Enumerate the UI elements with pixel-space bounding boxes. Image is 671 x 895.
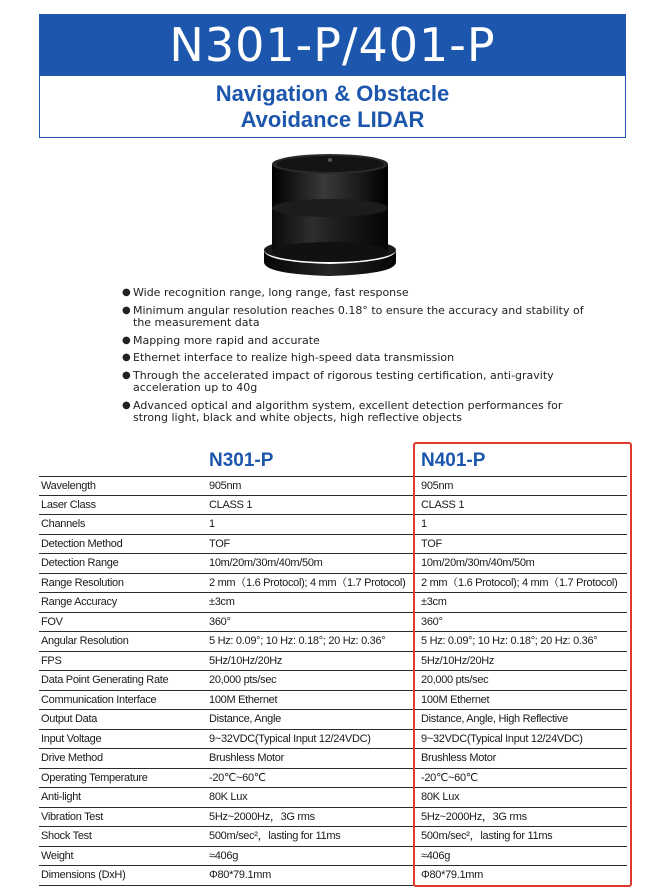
- spec-row: [39, 593, 627, 613]
- spec-label: Detection Range: [41, 557, 119, 569]
- spec-row: [39, 574, 627, 594]
- spec-value-n401: 5Hz~2000Hz，3G rms: [421, 810, 527, 823]
- bullet-icon: ●: [122, 334, 131, 346]
- spec-value-n401: Distance, Angle, High Reflective: [421, 713, 568, 725]
- spec-value-n301: Distance, Angle: [209, 713, 281, 725]
- spec-value-n401: 5 Hz: 0.09°; 10 Hz: 0.18°; 20 Hz: 0.36°: [421, 635, 598, 647]
- bullet-icon: ●: [122, 304, 131, 316]
- spec-label: Communication Interface: [41, 693, 157, 706]
- model-title-banner: [39, 14, 626, 76]
- spec-label: Data Point Generating Rate: [41, 674, 169, 686]
- spec-value-n301: 500m/sec²，lasting for 11ms: [209, 830, 341, 842]
- spec-row: [39, 769, 627, 789]
- spec-value-n401: 80K Lux: [421, 791, 460, 803]
- spec-value-n301: -20℃~60℃: [209, 771, 266, 784]
- spec-row: [39, 827, 627, 847]
- spec-value-n301: Φ80*79.1mm: [209, 869, 272, 881]
- spec-label: FPS: [41, 654, 62, 667]
- spec-label: Wavelength: [41, 480, 96, 492]
- product-subtitle: [39, 76, 626, 138]
- spec-value-n401: 500m/sec²，lasting for 11ms: [421, 830, 553, 842]
- spec-value-n301: 10m/20m/30m/40m/50m: [209, 557, 323, 569]
- spec-row: [39, 691, 627, 711]
- spec-row: [39, 613, 627, 633]
- spec-value-n301: TOF: [209, 537, 230, 550]
- feature-item: ● Mapping more rapid and accurate: [122, 333, 320, 347]
- spec-label: Dimensions (DxH): [41, 869, 126, 881]
- spec-value-n401: 10m/20m/30m/40m/50m: [421, 557, 535, 569]
- feature-item: ● Advanced optical and algorithm system, excellent detection performances for strong light, black and white objects, high reflective objects: [122, 398, 563, 424]
- spec-value-n301: 5Hz/10Hz/20Hz: [209, 654, 283, 667]
- spec-row: [39, 476, 627, 496]
- spec-label: Input Voltage: [41, 732, 102, 745]
- spec-label: Range Resolution: [41, 576, 124, 589]
- spec-label: Anti-light: [41, 791, 81, 803]
- spec-row: [39, 515, 627, 535]
- spec-value-n401: 100M Ethernet: [421, 693, 490, 706]
- spec-label: Operating Temperature: [41, 771, 148, 784]
- spec-label: Angular Resolution: [41, 635, 129, 647]
- spec-value-n301: Brushless Motor: [209, 752, 284, 764]
- bullet-icon: ●: [122, 352, 131, 363]
- spec-value-n401: Brushless Motor: [421, 752, 496, 764]
- spec-row: [39, 535, 627, 555]
- spec-value-n301: 905nm: [209, 480, 242, 492]
- spec-value-n301: CLASS 1: [209, 498, 253, 511]
- spec-value-n301: ≈406g: [209, 849, 239, 862]
- spec-value-n301: 100M Ethernet: [209, 693, 278, 706]
- spec-row: [39, 808, 627, 828]
- spec-label: Range Accuracy: [41, 596, 117, 608]
- column-header-n301: N301-P: [209, 450, 274, 471]
- spec-row: [39, 788, 627, 808]
- spec-value-n401: TOF: [421, 537, 442, 550]
- spec-value-n301: ±3cm: [209, 596, 235, 608]
- feature-item: ● Through the accelerated impact of rigorous testing certification, anti-gravity acceleration up to 40g: [122, 368, 554, 394]
- feature-item: ● Wide recognition range, long range, fast response: [122, 286, 409, 299]
- feature-item: ● Minimum angular resolution reaches 0.18° to ensure the accuracy and stability of the measurement data: [122, 303, 584, 329]
- spec-value-n401: 905nm: [421, 480, 454, 492]
- spec-row: [39, 671, 627, 691]
- spec-value-n301: 1: [209, 518, 215, 530]
- spec-value-n401: ±3cm: [421, 596, 447, 608]
- spec-label: Channels: [41, 518, 86, 530]
- spec-value-n401: 9~32VDC(Typical Input 12/24VDC): [421, 732, 583, 745]
- spec-value-n401: 1: [421, 518, 427, 530]
- subtitle-line-1: Navigation & Obstacle: [215, 81, 450, 106]
- spec-value-n401: 2 mm（1.6 Protocol); 4 mm（1.7 Protocol): [421, 576, 618, 589]
- spec-row: [39, 749, 627, 769]
- column-header-n401: N401-P: [421, 450, 486, 471]
- spec-label: Shock Test: [41, 830, 92, 842]
- spec-row: [39, 730, 627, 750]
- spec-value-n401: 20,000 pts/sec: [421, 674, 489, 686]
- bullet-icon: ●: [122, 369, 131, 381]
- spec-row: [39, 554, 627, 574]
- spec-row: [39, 710, 627, 730]
- spec-value-n301: 9~32VDC(Typical Input 12/24VDC): [209, 732, 371, 745]
- spec-value-n301: 5Hz~2000Hz，3G rms: [209, 810, 315, 823]
- spec-value-n401: 5Hz/10Hz/20Hz: [421, 654, 495, 667]
- spec-row: [39, 632, 627, 652]
- spec-row: [39, 496, 627, 516]
- spec-label: Drive Method: [41, 752, 103, 764]
- spec-row: [39, 652, 627, 672]
- feature-item: ● Ethernet interface to realize high-speed data transmission: [122, 351, 455, 364]
- model-title: N301-P/401-P: [169, 18, 496, 72]
- feature-list: [120, 287, 590, 430]
- lidar-product-image: [260, 150, 400, 284]
- spec-label: Vibration Test: [41, 810, 104, 823]
- subtitle-line-2: Avoidance LIDAR: [240, 107, 425, 132]
- spec-row: [39, 847, 627, 867]
- spec-value-n401: ≈406g: [421, 849, 451, 862]
- spec-value-n401: Φ80*79.1mm: [421, 869, 484, 881]
- spec-value-n401: 360°: [421, 615, 443, 628]
- spec-value-n301: 20,000 pts/sec: [209, 674, 277, 686]
- bullet-icon: ●: [122, 399, 131, 411]
- spec-value-n401: -20℃~60℃: [421, 771, 478, 784]
- spec-label: Laser Class: [41, 498, 96, 511]
- spec-label: Output Data: [41, 713, 98, 725]
- spec-value-n301: 80K Lux: [209, 791, 248, 803]
- spec-row: [39, 866, 627, 886]
- spec-label: FOV: [41, 615, 63, 628]
- spec-table: [39, 476, 627, 886]
- spec-value-n401: CLASS 1: [421, 498, 465, 511]
- spec-value-n301: 5 Hz: 0.09°; 10 Hz: 0.18°; 20 Hz: 0.36°: [209, 635, 386, 647]
- spec-value-n301: 360°: [209, 615, 231, 628]
- bullet-icon: ●: [122, 287, 131, 298]
- spec-label: Detection Method: [41, 537, 123, 550]
- spec-value-n301: 2 mm（1.6 Protocol); 4 mm（1.7 Protocol): [209, 576, 406, 589]
- spec-label: Weight: [41, 849, 74, 862]
